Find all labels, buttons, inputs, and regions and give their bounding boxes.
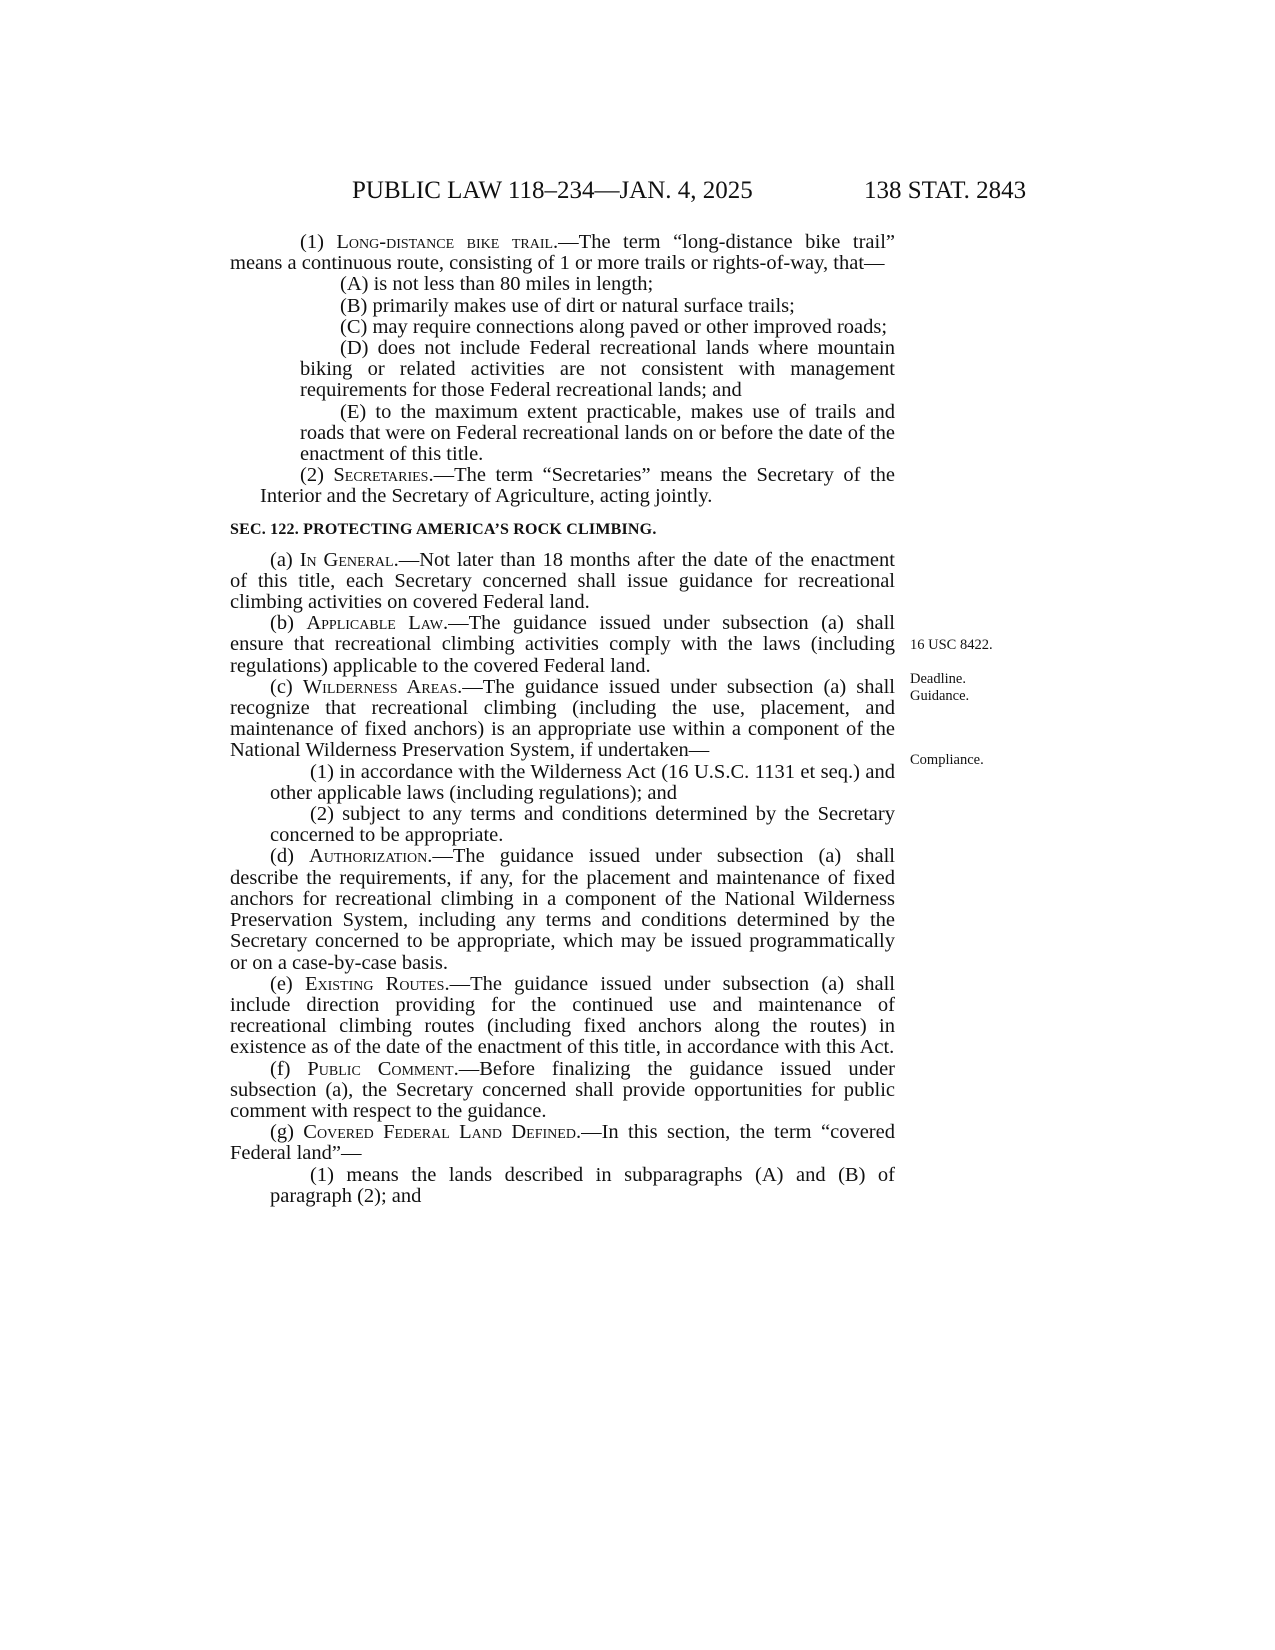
subsection-b-text: .—The guidance issued under subsection (a) shall ensure that recreational climbing activities comply with the laws (including regulations) applicable to the covered Federal land. xyxy=(230,612,895,677)
subsection-c-1: (1) in accordance with the Wilderness Act (16 U.S.C. 1131 et seq.) and other applicable laws (including regulations); and xyxy=(270,760,895,804)
subsection-g xyxy=(230,1122,895,1164)
document-body xyxy=(230,232,895,1207)
subsection-d-prefix: (d) xyxy=(270,845,309,868)
para-1-c: (C) may require connections along paved or other improved roads; xyxy=(340,315,888,338)
subsection-e xyxy=(230,974,895,1059)
subsection-f-text: .—Before finalizing the guidance issued under subsection (a), the Secretary concerned shall provide opportunities for public comment with respect to the guidance. xyxy=(230,1057,896,1122)
subsection-f-prefix: (f) xyxy=(270,1057,308,1080)
subsection-b-heading: Applicable Law xyxy=(306,612,443,635)
subsection-a xyxy=(230,550,895,614)
margin-note-compliance: Compliance. xyxy=(910,752,984,768)
running-header-title: PUBLIC LAW 118–234—JAN. 4, 2025 xyxy=(352,177,753,204)
para-1-e: (E) to the maximum extent practicable, makes use of trails and roads that were on Federal recreational lands on or before the date of the enactment of this title. xyxy=(300,400,895,466)
margin-note-deadline: Deadline. xyxy=(910,671,966,687)
subsection-c-heading: Wilderness Areas xyxy=(302,675,458,698)
para-2-prefix: (2) xyxy=(300,464,334,487)
para-2-text: .—The term “Secretaries” means the Secretary of the Interior and the Secretary of Agriculture, acting jointly. xyxy=(260,464,895,508)
section-heading: SEC. 122. PROTECTING AMERICA’S ROCK CLIMBING. xyxy=(230,520,657,538)
subsection-g-heading: Covered Federal Land Defined xyxy=(303,1121,576,1144)
subsection-g-1: (1) means the lands described in subparagraphs (A) and (B) of paragraph (2); and xyxy=(270,1163,895,1207)
subsection-a-text: .—Not later than 18 months after the date of the enactment of this title, each Secretary concerned shall issue guidance for recreational climbing activities on covered Federal land. xyxy=(230,548,895,614)
subsection-e-prefix: (e) xyxy=(270,972,305,995)
subsection-a-prefix: (a) xyxy=(270,548,300,571)
para-1-heading: Long-distance bike trail xyxy=(336,231,554,253)
subsection-d xyxy=(230,846,895,973)
para-2-heading: Secretaries xyxy=(333,464,429,487)
margin-note-usc: 16 USC 8422. xyxy=(910,637,993,653)
para-1 xyxy=(230,232,895,274)
margin-note-guidance: Guidance. xyxy=(910,688,970,704)
para-1-b: (B) primarily makes use of dirt or natural surface trails; xyxy=(340,294,795,317)
subsection-a-heading: In General xyxy=(299,548,394,571)
subsection-e-heading: Existing Routes xyxy=(304,972,445,995)
subsection-d-heading: Authorization xyxy=(308,845,428,868)
subsection-f-heading: Public Comment xyxy=(307,1057,454,1080)
para-1-prefix: (1) xyxy=(300,231,337,253)
subsection-e-text: .—The guidance issued under subsection (a) shall include direction providing for the continued use and maintenance of recreational climbing routes (including fixed anchors along the routes) in existence as of the date of the enactment of this title, in accordance with this Act. xyxy=(230,972,895,1059)
para-2 xyxy=(230,465,895,507)
running-header-stat-page: 138 STAT. 2843 xyxy=(864,177,1027,204)
subsection-g-prefix: (g) xyxy=(270,1121,304,1144)
para-1-d: (D) does not include Federal recreational lands where mountain biking or related activities are not consistent with management requirements for those Federal recreational lands; and xyxy=(300,337,895,402)
subsection-f xyxy=(230,1059,895,1123)
subsection-c-prefix: (c) xyxy=(270,675,303,698)
para-1-a: (A) is not less than 80 miles in length; xyxy=(340,273,654,296)
subsection-g-text: .—In this section, the term “covered Federal land”— xyxy=(230,1121,895,1165)
subsection-c xyxy=(230,677,895,762)
subsection-b-prefix: (b) xyxy=(270,612,307,635)
subsection-c-text: .—The guidance issued under subsection (a) shall recognize that recreational climbing (including the use, placement, and maintenance of fixed anchors) is an appropriate use within a component of the National Wilderness Preservation System, if undertaken— xyxy=(230,675,895,762)
subsection-b xyxy=(230,613,895,677)
subsection-d-text: .—The guidance issued under subsection (a) shall describe the requirements, if any, for the placement and maintenance of fixed anchors for recreational climbing in a component of the National Wilderness Preservation System, including any terms and conditions determined by the Secretary concerned to be appropriate, which may be issued programmatically or on a case-by-case basis. xyxy=(230,845,895,974)
subsection-c-2: (2) subject to any terms and conditions determined by the Secretary concerned to be appropriate. xyxy=(270,803,895,847)
para-1-text: .—The term “long-distance bike trail” means a continuous route, consisting of 1 or more trails or rights-of-way, that— xyxy=(230,231,896,275)
